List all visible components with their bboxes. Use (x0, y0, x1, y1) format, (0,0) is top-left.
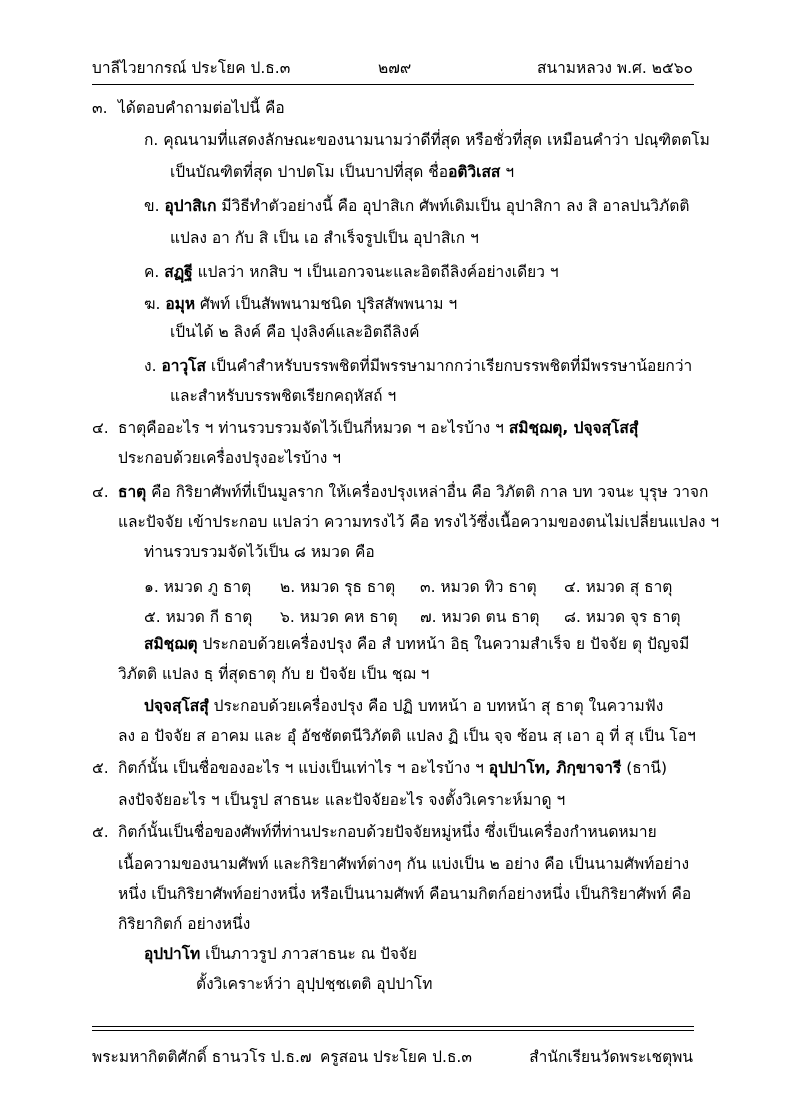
q3-d-text: ศัพท์ เป็นสัพพนามชนิด ปุริสสัพพนาม ฯ (195, 295, 458, 313)
group-item: ๒. หมวด รุธ ธาตุ (280, 578, 396, 596)
group-item: ๓. หมวด ทิว ธาตุ (420, 578, 537, 596)
q4-line1 (118, 418, 638, 438)
group-item: ๕. หมวด กี ธาตุ (144, 608, 253, 626)
q3-e-term: อาวุโส (161, 357, 206, 375)
q3-b-text: มีวิธีทำตัวอย่างนี้ คือ อุปาสิเก ศัพท์เดิมเป็น อุปาสิกา ลง สิ อาลปนวิภัตติ (216, 197, 690, 215)
q4-line2: ประกอบด้วยเครื่องปรุงอะไรบ้าง ฯ (118, 449, 341, 467)
a5-uppado-term: อุปปาโท (144, 945, 201, 963)
group-item: ๘. หมวด จุร ธาตุ (564, 608, 681, 626)
q3-e-line2: และสำหรับบรรพชิตเรียกคฤหัสถ์ ฯ (170, 387, 397, 405)
a4-samijjhatu-line1 (144, 634, 689, 654)
q5-line1-text: กิตก์นั้น เป็นชื่อของอะไร ฯ แบ่งเป็นเท่าไร ฯ อะไรบ้าง ฯ (118, 759, 489, 777)
q3-d-line1 (144, 294, 457, 314)
a4-number: ๔. (92, 483, 109, 501)
q3-c-line (144, 262, 559, 282)
header-exam-year: สนามหลวง พ.ศ. ๒๕๖๐ (537, 59, 693, 77)
header-rule (92, 84, 694, 85)
q3-b-line1 (144, 196, 689, 216)
q3-a-term: อติวิเสส (448, 163, 501, 181)
a4-samijjhatu-line2: วิภัตติ แปลง ธฺ ที่สุดธาตุ กับ ย ปัจจัย เป็น ชฺฌ ฯ (118, 665, 430, 683)
a4-paccassosum-line2: ลง อ ปัจจัย ส อาคม และ อุํ อัชชัตตนีวิภัตติ แปลง ฏิ เป็น จฺจ ซ้อน สฺ เอา อุ ที่ สุ เป็น โอฯ (118, 727, 696, 745)
footer-role: ครูสอน ประโยค ป.ธ.๓ (320, 1048, 472, 1066)
a4-line2: และปัจจัย เข้าประกอบ แปลว่า ความทรงไว้ คือ ทรงไว้ซึ่งเนื้อความของตนไม่เปลี่ยนแปลง ฯ (118, 513, 720, 531)
a5-uppado-line1 (144, 944, 417, 964)
footer-rule-bottom (92, 1030, 694, 1031)
a5-line1: กิตก์นั้นเป็นชื่อของศัพท์ที่ท่านประกอบด้วยปัจจัยหมู่หนึ่ง ซึ่งเป็นเครื่องกำหนดหมาย (118, 823, 657, 841)
q3-b-line2: แปลง อา กับ สิ เป็น เอ สำเร็จรูปเป็น อุปาสิเก ฯ (170, 229, 479, 247)
a5-line3: หนึ่ง เป็นกิริยาศัพท์อย่างหนึ่ง หรือเป็นนามศัพท์ คือนามกิตก์อย่างหนึ่ง เป็นกิริยาศัพท์ คือ (118, 885, 692, 903)
q3-a-line2-text: เป็นบัณฑิตที่สุด ปาปตโม เป็นบาปที่สุด ชื่อ (170, 163, 449, 181)
q3-d-label: ฆ. (144, 295, 166, 313)
group-item: ๔. หมวด สุ ธาตุ (564, 578, 673, 596)
q3-e-label: ง. (144, 357, 162, 375)
q3-a-line1: ก. คุณนามที่แสดงลักษณะของนามนามว่าดีที่สุด หรือชั่วที่สุด เหมือนคำว่า ปณฺฑิตตโม (144, 131, 710, 149)
header-page-number: ๒๗๙ (378, 59, 412, 77)
a4-line1-text: คือ กิริยาศัพท์ที่เป็นมูลราก ให้เครื่องปรุงเหล่าอื่น คือ วิภัตติ กาล บท วจนะ บุรุษ วาจก (146, 483, 709, 501)
q3-b-label: ข. (144, 197, 165, 215)
q4-line1-text: ธาตุคืออะไร ฯ ท่านรวบรวมจัดไว้เป็นกี่หมวด ฯ อะไรบ้าง ฯ (118, 419, 509, 437)
a4-line1 (118, 482, 708, 502)
a4-paccassosum-text: ประกอบด้วยเครื่องปรุง คือ ปฏิ บทหน้า อ บทหน้า สุ ธาตุ ในความฟัง (208, 697, 664, 715)
q3-lead: ได้ตอบคำถามต่อไปนี้ คือ (118, 99, 285, 117)
q3-d-term: อมุห (165, 295, 196, 313)
a4-samijjhatu-text: ประกอบด้วยเครื่องปรุง คือ สํ บทหน้า อิธฺ ในความสำเร็จ ย ปัจจัย ตุ ปัญจมี (197, 635, 690, 653)
q4-terms: สมิชฺฌตุ, ปจฺจสฺโสสุํ (508, 419, 639, 437)
a4-samijjhatu-term: สมิชฺฌตุ (144, 635, 198, 653)
q5-line1-end: (ธานี) (621, 759, 668, 777)
q5-terms: อุปปาโท, ภิกฺขาจารี (488, 759, 622, 777)
group-item: ๗. หมวด ตน ธาตุ (420, 608, 540, 626)
q3-d-line2: เป็นได้ ๒ ลิงค์ คือ ปุงลิงค์และอิตถีลิงค์ (170, 323, 420, 341)
header-book-title: บาลีไวยากรณ์ ประโยค ป.ธ.๓ (92, 59, 291, 77)
group-item: ๖. หมวด คห ธาตุ (280, 608, 398, 626)
q3-b-term: อุปาสิเก (164, 197, 217, 215)
a4-paccassosum-term: ปจฺจสฺโสสุํ (144, 697, 209, 715)
q3-number: ๓. (92, 99, 108, 117)
a4-paccassosum-line1 (144, 696, 663, 716)
footer-author: พระมหากิตติศักดิ์ ธานวโร ป.ธ.๗ (92, 1048, 312, 1066)
q3-c-text: แปลว่า หกสิบ ฯ เป็นเอกวจนะและอิตถีลิงค์อย่างเดียว ฯ (192, 263, 559, 281)
footer-rule-top (92, 1026, 694, 1027)
group-item: ๑. หมวด ภู ธาตุ (144, 578, 252, 596)
a5-uppado-text: เป็นภาวรูป ภาวสาธนะ ณ ปัจจัย (200, 945, 418, 963)
a5-line4: กิริยากิตก์ อย่างหนึ่ง (118, 915, 251, 933)
q5-line1 (118, 758, 667, 778)
a5-uppado-line2: ตั้งวิเคราะห์ว่า อุปฺปชฺชเตติ อุปปาโท (196, 975, 433, 993)
q3-c-label: ค. (144, 263, 165, 281)
q3-a-line2-end: ฯ (500, 163, 515, 181)
page-header (92, 55, 693, 83)
q3-e-line1 (144, 356, 692, 376)
q3-a-line2 (170, 162, 514, 182)
footer-institution: สำนักเรียนวัดพระเชตุพน (529, 1048, 693, 1066)
q5-line2: ลงปัจจัยอะไร ฯ เป็นรูป สาธนะ และปัจจัยอะไร จงตั้งวิเคราะห์มาดู ฯ (118, 791, 566, 809)
q5-number: ๕. (92, 759, 109, 777)
a4-term: ธาตุ (118, 483, 147, 501)
a4-line3: ท่านรวบรวมจัดไว้เป็น ๘ หมวด คือ (144, 543, 375, 561)
q3-c-term: สฏฺฐี (164, 263, 193, 281)
q4-number: ๔. (92, 419, 109, 437)
a5-line2: เนื้อความของนามศัพท์ และกิริยาศัพท์ต่างๆ กัน แบ่งเป็น ๒ อย่าง คือ เป็นนามศัพท์อย่าง (118, 855, 690, 873)
q3-e-text: เป็นคำสำหรับบรรพชิตที่มีพรรษามากกว่าเรียกบรรพชิตที่มีพรรษาน้อยกว่า (205, 357, 693, 375)
a5-number: ๕. (92, 823, 109, 841)
